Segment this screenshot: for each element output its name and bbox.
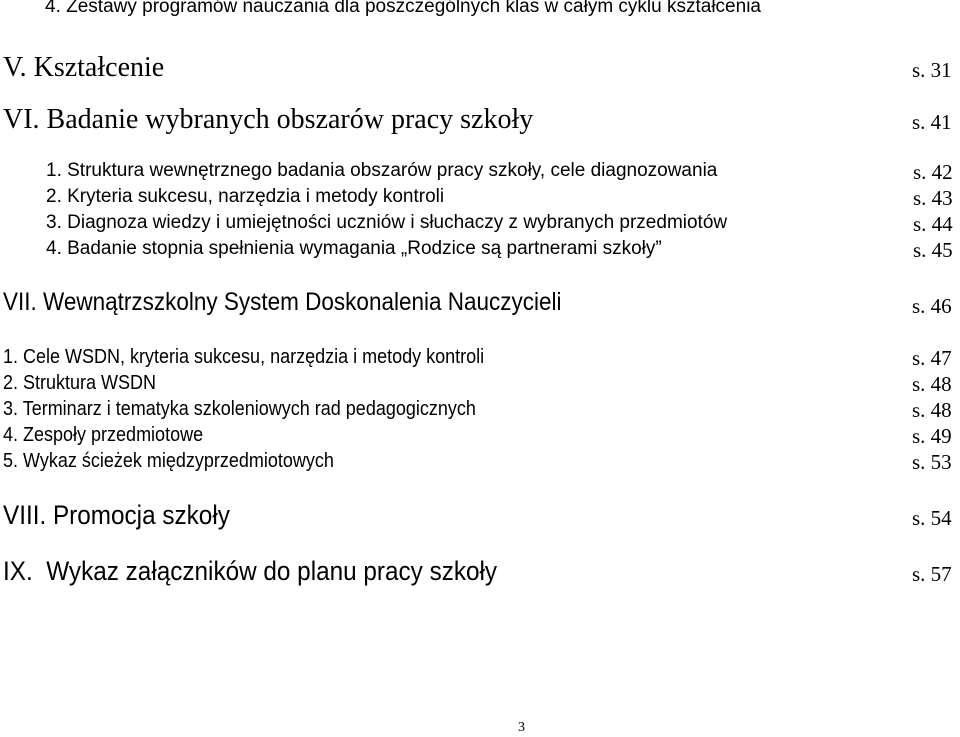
toc-item-label: 5. Wykaz ścieżek międzyprzedmiotowych <box>3 450 334 472</box>
toc-item-label: 4. Zestawy programów nauczania dla poszczególnych klas w całym cyklu kształcenia <box>45 0 761 17</box>
toc-item-label: 4. Badanie stopnia spełnienia wymagania „Rodzice są partnerami szkoły” <box>46 238 662 259</box>
toc-section-vii <box>0 288 960 320</box>
toc-section-label: VI. Badanie wybranych obszarów pracy szkoły <box>3 104 534 135</box>
toc-item <box>0 372 960 398</box>
toc-page-ref: s. 44 <box>913 212 953 236</box>
toc-section-vi <box>0 104 960 136</box>
toc-page-ref: s. 49 <box>912 424 952 448</box>
toc-page-ref: s. 45 <box>913 238 953 262</box>
toc-item <box>0 398 960 424</box>
toc-item-label: 4. Zespoły przedmiotowe <box>3 424 204 446</box>
toc-page-ref: s. 53 <box>912 450 952 474</box>
toc-item-label: 1. Cele WSDN, kryteria sukcesu, narzędzia i metody kontroli <box>3 346 485 368</box>
toc-item-label: 3. Terminarz i tematyka szkoleniowych rad pedagogicznych <box>3 398 476 420</box>
toc-page-ref: s. 57 <box>912 562 952 586</box>
toc-item-label: 3. Diagnoza wiedzy i umiejętności uczniów i słuchaczy z wybranych przedmiotów <box>46 212 728 233</box>
toc-page-ref: s. 31 <box>912 58 952 82</box>
toc-section-label: V. Kształcenie <box>3 52 165 83</box>
page-number: 3 <box>518 720 525 735</box>
toc-item <box>0 0 960 22</box>
toc-item-label: 2. Struktura WSDN <box>3 372 157 394</box>
toc-section-v <box>0 52 960 84</box>
toc-page-ref: s. 47 <box>912 346 952 370</box>
toc-section-viii <box>0 500 960 534</box>
toc-item <box>0 238 960 264</box>
toc-page-ref: s. 54 <box>912 506 952 530</box>
toc-page-ref: s. 46 <box>912 294 952 318</box>
toc-item <box>0 160 960 186</box>
toc-page-ref: s. 43 <box>913 186 953 210</box>
toc-item <box>0 212 960 238</box>
toc-page-ref: s. 48 <box>912 398 952 422</box>
toc-page-ref: s. 41 <box>912 110 952 134</box>
toc-item <box>0 346 960 372</box>
toc-section-label: IX. Wykaz załączników do planu pracy szkoły <box>3 556 498 586</box>
toc-section-ix <box>0 556 960 590</box>
toc-section-label: VIII. Promocja szkoły <box>3 500 230 530</box>
toc-page-ref: s. 42 <box>913 160 953 184</box>
toc-item <box>0 450 960 476</box>
toc-page-ref: s. 48 <box>912 372 952 396</box>
toc-item <box>0 424 960 450</box>
toc-item-label: 1. Struktura wewnętrznego badania obszarów pracy szkoły, cele diagnozowania <box>46 160 718 181</box>
toc-section-label: VII. Wewnątrzszkolny System Doskonalenia Nauczycieli <box>3 288 562 316</box>
toc-item <box>0 186 960 212</box>
toc-item-label: 2. Kryteria sukcesu, narzędzia i metody kontroli <box>46 186 445 207</box>
